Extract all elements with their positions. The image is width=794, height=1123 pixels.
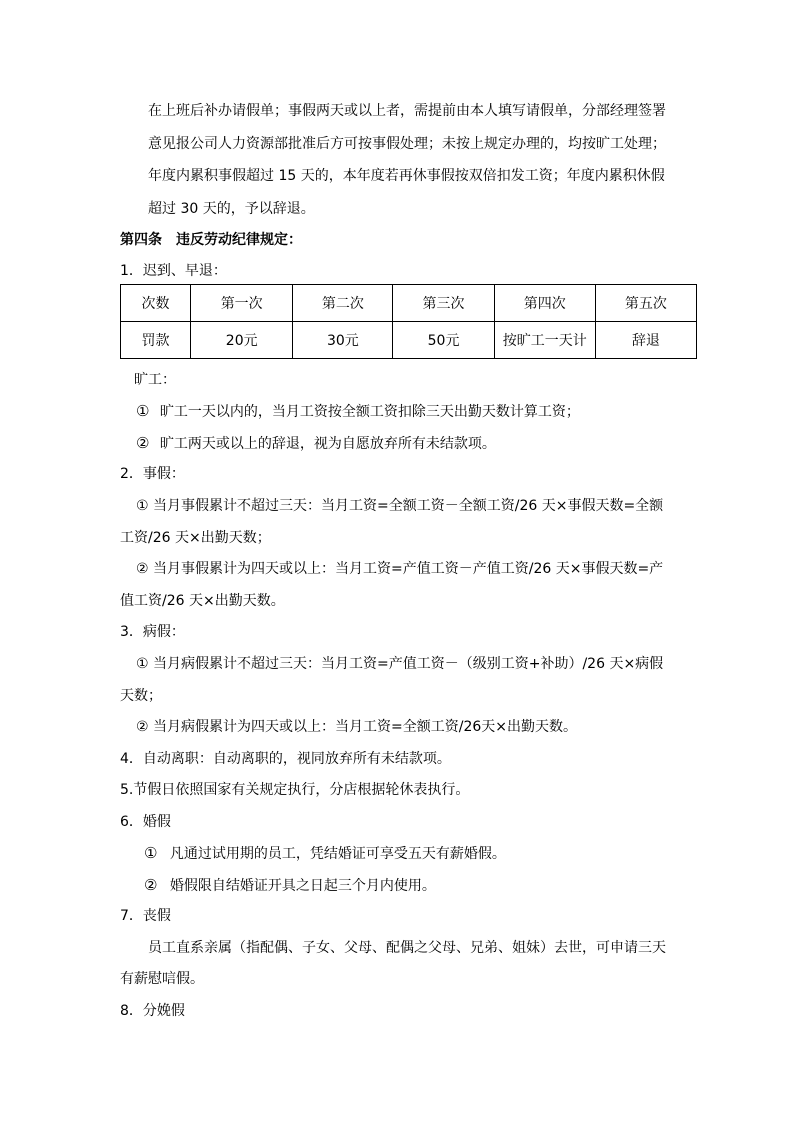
section6-heading: 6．婚假 — [120, 814, 171, 830]
absence-item-2 — [136, 433, 496, 454]
table-cell: 第五次 — [595, 285, 696, 322]
table-cell: 罚款 — [121, 322, 191, 359]
intro-line-4: 超过 30 天的，予以辞退。 — [148, 201, 315, 217]
marriage-item-1 — [144, 843, 506, 864]
section2-heading: 2．事假： — [120, 466, 185, 482]
table-header-row — [121, 285, 697, 322]
table-cell: 次数 — [121, 285, 191, 322]
table-cell: 第四次 — [494, 285, 595, 322]
intro-line-2: 意见报公司人力资源部批准后方可按事假处理；未按上规定办理的，均按旷工处理； — [148, 136, 666, 152]
table-cell: 第二次 — [293, 285, 393, 322]
table-cell: 第三次 — [393, 285, 494, 322]
item-text: 婚假限自结婚证开具之日起三个月内使用。 — [169, 878, 436, 894]
section3-item1-line2: 天数； — [120, 688, 162, 704]
table-cell: 30元 — [293, 322, 393, 359]
article-title: 第四条 违反劳动纪律规定： — [120, 232, 302, 248]
item-marker: ① — [144, 844, 158, 862]
section3-item2-line1: ② 当月病假累计为四天或以上：当月工资=全额工资/26天×出勤天数。 — [136, 719, 577, 735]
section5: 5.节假日依照国家有关规定执行，分店根据轮休表执行。 — [120, 782, 470, 798]
section8-heading: 8．分娩假 — [120, 1003, 185, 1019]
table-cell: 20元 — [191, 322, 293, 359]
marriage-item-2 — [144, 875, 436, 896]
item-marker: ② — [136, 434, 150, 452]
item-text: 旷工两天或以上的辞退，视为自愿放弃所有未结款项。 — [159, 436, 496, 452]
intro-line-1: 在上班后补办请假单；事假两天或以上者，需提前由本人填写请假单，分部经理签署 — [148, 103, 666, 119]
table-cell: 第一次 — [191, 285, 293, 322]
item-marker: ② — [144, 876, 158, 894]
item-marker: ① — [136, 402, 150, 420]
section2-item2-line2: 值工资/26 天×出勤天数。 — [120, 593, 285, 609]
section3-heading: 3．病假： — [120, 624, 185, 640]
absence-title: 旷工： — [134, 372, 176, 388]
table-cell: 50元 — [393, 322, 494, 359]
section4: 4．自动离职：自动离职的，视同放弃所有未结款项。 — [120, 751, 451, 767]
penalty-table — [120, 284, 697, 359]
section7-line1: 员工直系亲属（指配偶、子女、父母、配偶之父母、兄弟、姐妹）去世，可申请三天 — [148, 940, 666, 956]
section2-item1-line2: 工资/26 天×出勤天数； — [120, 530, 271, 546]
section1-heading: 1．迟到、早退： — [120, 263, 227, 279]
intro-line-3: 年度内累积事假超过 15 天的，本年度若再休事假按双倍扣发工资；年度内累积休假 — [148, 168, 665, 184]
table-cell: 按旷工一天计 — [494, 322, 595, 359]
section7-heading: 7．丧假 — [120, 908, 171, 924]
section2-item2-line1: ② 当月事假累计为四天或以上：当月工资=产值工资－产值工资/26 天×事假天数=产 — [136, 561, 664, 577]
table-cell: 辞退 — [595, 322, 696, 359]
item-text: 凡通过试用期的员工，凭结婚证可享受五天有薪婚假。 — [169, 846, 506, 862]
table-row — [121, 322, 697, 359]
section7-line2: 有薪慰唁假。 — [120, 971, 204, 987]
item-text: 旷工一天以内的，当月工资按全额工资扣除三天出勤天数计算工资； — [159, 404, 580, 420]
section2-item1-line1: ① 当月事假累计不超过三天：当月工资=全额工资－全额工资/26 天×事假天数=全额 — [136, 498, 664, 514]
absence-item-1 — [136, 401, 580, 422]
section3-item1-line1: ① 当月病假累计不超过三天：当月工资=产值工资－（级别工资+补助）/26 天×病假 — [136, 656, 664, 672]
